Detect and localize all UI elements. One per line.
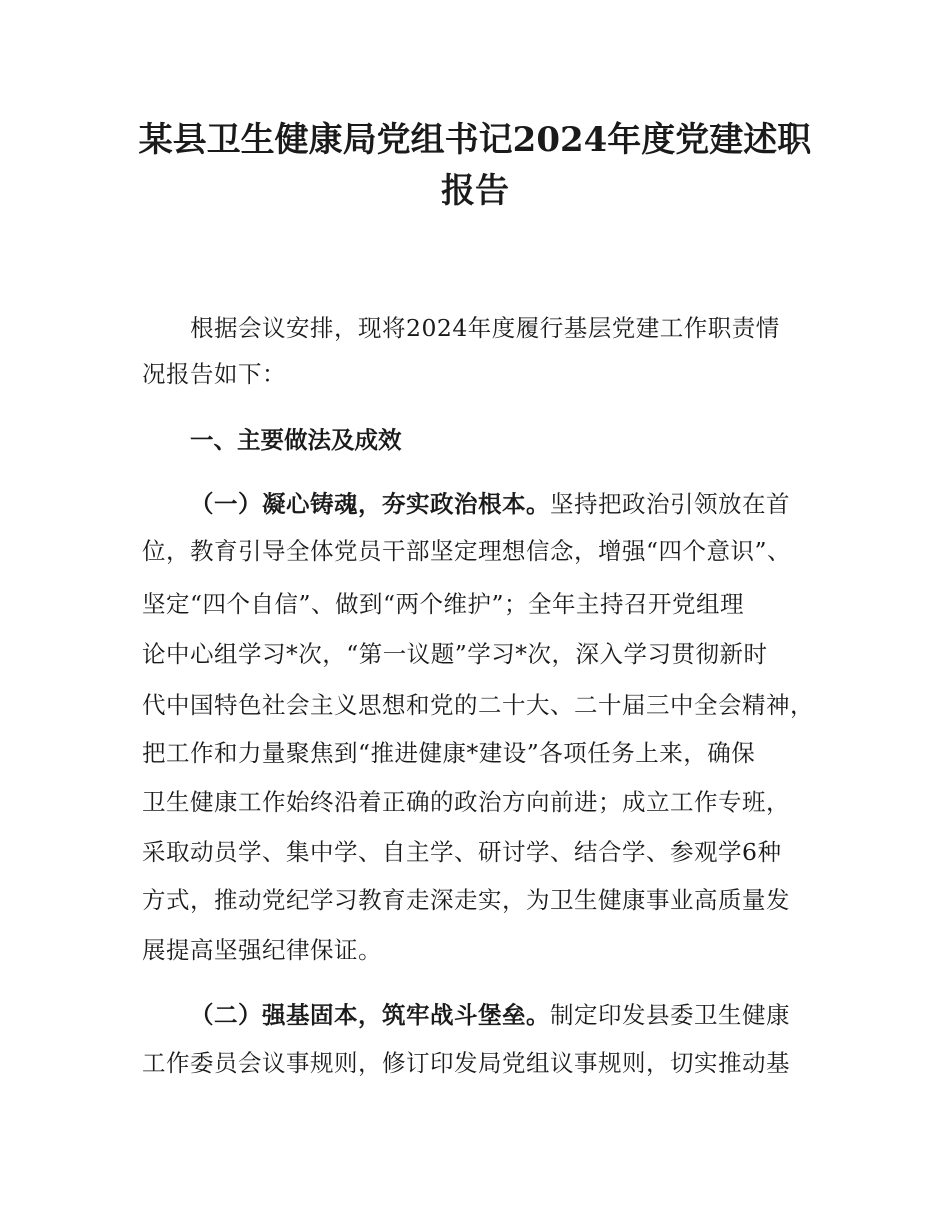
document-title-line-2: 报告 xyxy=(441,171,509,211)
para1-line-2: 位，教育引导全体党员干部坚定理想信念，增强“四个意识”、 xyxy=(142,537,792,565)
para1-line-3: 坚定“四个自信”、做到“两个维护”；全年主持召开党组理 xyxy=(142,590,745,618)
para1-line-9: 方式，推动党纪学习教育走深走实，为卫生健康事业高质量发 xyxy=(142,886,790,914)
para1-line-7: 卫生健康工作始终沿着正确的政治方向前进；成立工作专班， xyxy=(142,788,790,816)
para2-line-2: 工作委员会议事规则，修订印发局党组议事规则，切实推动基 xyxy=(142,1049,790,1077)
para1-line-1 xyxy=(190,484,790,524)
intro-line-2: 况报告如下： xyxy=(142,360,286,388)
para1-lead: （一）凝心铸魂，夯实政治根本。 xyxy=(190,490,550,518)
para1-line-10: 展提高坚强纪律保证。 xyxy=(142,936,382,964)
para2-line-1 xyxy=(190,995,790,1035)
intro-line-1: 根据会议安排，现将2024年度履行基层党建工作职责情 xyxy=(190,314,780,342)
para2-lead: （二）强基固本，筑牢战斗堡垒。 xyxy=(190,1001,550,1029)
para1-line-6: 把工作和力量聚焦到“推进健康*建设”各项任务上来，确保 xyxy=(142,739,756,767)
document-title-line-1: 某县卫生健康局党组书记2024年度党建述职 xyxy=(138,120,812,160)
para1-line-8: 采取动员学、集中学、自主学、研讨学、结合学、参观学6种 xyxy=(142,838,782,866)
para2-line-1-rest: 制定印发县委卫生健康 xyxy=(550,1001,790,1029)
section-heading-1: 一、主要做法及成效 xyxy=(190,426,402,454)
para1-line-5: 代中国特色社会主义思想和党的二十大、二十届三中全会精神， xyxy=(142,691,814,719)
para1-line-1-rest: 坚持把政治引领放在首 xyxy=(550,490,790,518)
para1-line-4: 论中心组学习*次，“第一议题”学习*次，深入学习贯彻新时 xyxy=(142,640,768,668)
